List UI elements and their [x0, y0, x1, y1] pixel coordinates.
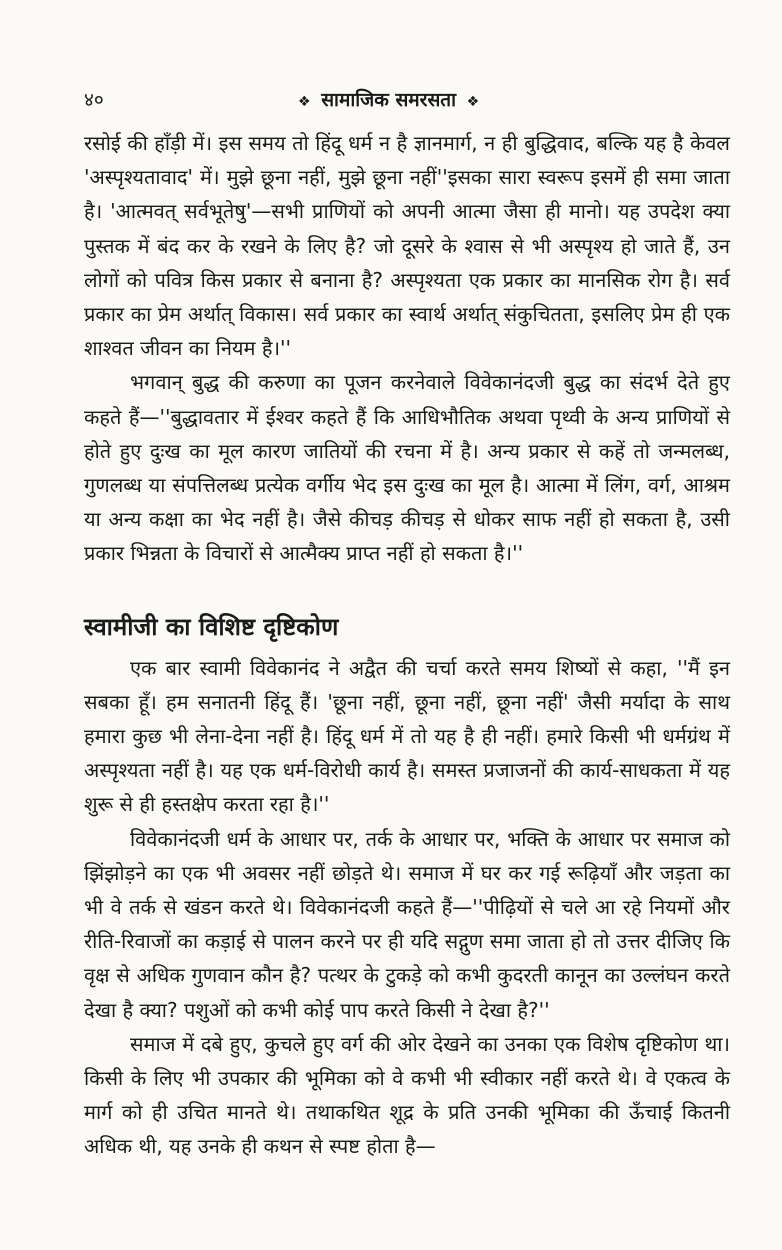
paragraph-buddha: भगवान् बुद्ध की करुणा का पूजन करनेवाले विवेकानंदजी बुद्ध का संदर्भ देते हुए कहते हैं—''बुद्धावतार में ईश्वर कहते हैं कि आधिभौतिक अथवा पृथ्वी के अन्य प्राणियों से होते हुए दुःख का मूल कारण जातियों की रचना में है। अन्य प्रकार से कहें तो जन्मलब्ध, गुणलब्ध या संपत्तिलब्ध प्रत्येक वर्गीय भेद इस दुःख का मूल है। आत्मा में लिंग, वर्ग, आश्रम या अन्य कक्षा का भेद नहीं है। जैसे कीचड़ कीचड़ से धोकर साफ नहीं हो सकता है, उसी प्रकार भिन्नता के विचारों से आत्मैक्य प्राप्त नहीं हो सकता है।'' — [84, 370, 730, 566]
ornament-right-icon: ❖ — [466, 94, 480, 110]
paragraph-advaita: एक बार स्वामी विवेकानंद ने अद्वैत की चर्चा करते समय शिष्यों से कहा, ''मैं इन सबका हूँ। हम सनातनी हिंदू हैं। 'छूना नहीं, छूना नहीं, छूना नहीं' जैसी मर्यादा के साथ हमारा कुछ भी लेना-देना नहीं है। हिंदू धर्म में तो यह है ही नहीं। हमारे किसी भी धर्मग्रंथ में अस्पृश्यता नहीं है। यह एक धर्म-विरोधी कार्य है। समस्त प्रजाजनों की कार्य-साधकता में यह शुरू से ही हस्तक्षेप करता रहा है।'' — [84, 655, 730, 817]
running-head — [294, 86, 483, 112]
page-header — [84, 86, 730, 126]
section-heading: स्वामीजी का विशिष्ट दृष्टिकोण — [84, 612, 339, 641]
page-number: ४० — [84, 89, 104, 111]
paragraph-oneness: समाज में दबे हुए, कुचले हुए वर्ग की ओर देखने का उनका एक विशेष दृष्टिकोण था। किसी के लिए भी उपकार की भूमिका को वे कभी भी स्वीकार नहीं करते थे। वे एकत्व के मार्ग को ही उचित मानते थे। तथाकथित शूद्र के प्रति उनकी भूमिका की ऊँचाई कितनी अधिक थी, यह उनके ही कथन से स्पष्ट होता है— — [84, 1031, 730, 1159]
ornament-left-icon: ❖ — [298, 94, 311, 110]
paragraph-reason: विवेकानंदजी धर्म के आधार पर, तर्क के आधार पर, भक्ति के आधार पर समाज को झिंझोड़ने का एक भी अवसर नहीं छोड़ते थे। समाज में घर कर गई रूढ़ियाँ और जड़ता का भी वे तर्क से खंडन करते थे। विवेकानंदजी कहते हैं—''पीढ़ियों से चले आ रहे नियमों और रीति-रिवाजों का कड़ाई से पालन करने पर ही यदि सद्गुण समा जाता हो तो उत्तर दीजिए कि वृक्ष से अधिक गुणवान कौन है? पत्थर के टुकड़े को कभी कुदरती कानून का उल्लंघन करते देखा है क्या? पशुओं को कभी कोई पाप करते किसी ने देखा है?'' — [84, 826, 730, 1022]
running-head-title: सामाजिक समरसता — [321, 89, 457, 111]
paragraph-continued: रसोई की हाँड़ी में। इस समय तो हिंदू धर्म न है ज्ञानमार्ग, न ही बुद्धिवाद, बल्कि यह है केवल 'अस्पृश्यतावाद' में। मुझे छूना नहीं, मुझे छूना नहीं''इसका सारा स्वरूप इसमें ही समा जाता है। 'आत्मवत् सर्वभूतेषु'—सभी प्राणियों को अपनी आत्मा जैसा ही मानो। यह उपदेश क्या पुस्तक में बंद कर के रखने के लिए है? जो दूसरे के श्वास से भी अस्पृश्य हो जाते हैं, उन लोगों को पवित्र किस प्रकार से बनाना है? अस्पृश्यता एक प्रकार का मानसिक रोग है। सर्व प्रकार का प्रेम अर्थात् विकास। सर्व प्रकार का स्वार्थ अर्थात् संकुचितता, इसलिए प्रेम ही एक शाश्वत जीवन का नियम है।'' — [84, 131, 730, 361]
